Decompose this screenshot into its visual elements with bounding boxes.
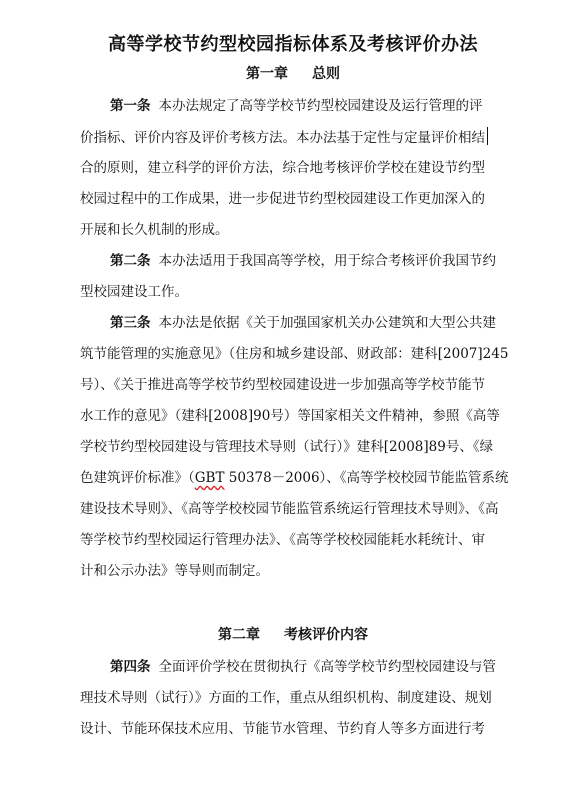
paragraph-line: 校园过程中的工作成果，进一步促进节约型校园建设工作更加深入的 xyxy=(80,191,485,207)
paragraph-line: 等学校节约型校园运行管理办法》、《高等学校校园能耗水耗统计、审 xyxy=(80,532,485,548)
paragraph-line xyxy=(80,468,540,488)
paragraph-line: 开展和长久机制的形成。 xyxy=(80,222,229,238)
article-label: 第四条 xyxy=(110,659,151,675)
paragraph-line: 计和公示办法》等导则而制定。 xyxy=(80,563,269,579)
paragraph-line xyxy=(80,127,540,148)
paragraph-text: 本办法规定了高等学校节约型校园建设及运行管理的评 xyxy=(158,98,483,114)
paragraph-line: 建设技术导则》、《高等学校校园节能监管系统运行管理技术导则》、《高 xyxy=(80,501,499,517)
article-label: 第一条 xyxy=(110,98,151,114)
article-one-line xyxy=(110,96,540,116)
chapter-name: 总则 xyxy=(312,66,340,82)
paragraph-line: 设计、节能环保技术应用、节能节水管理、节约育人等多方面进行考 xyxy=(80,721,485,737)
text-cursor xyxy=(487,127,488,145)
chapter-number: 第一章 xyxy=(246,66,288,82)
article-three-line xyxy=(110,313,540,333)
paragraph-line: 理技术导则（试行）》方面的工作，重点从组织机构、制度建设、规划 xyxy=(80,690,492,706)
paragraph-text: 本办法适用于我国高等学校，用于综合考核评价我国节约 xyxy=(158,253,496,269)
paragraph-line: 号）、《关于推进高等学校节约型校园建设进一步加强高等学校节能节 xyxy=(80,377,485,393)
paragraph-line: 筑节能管理的实施意见》（住房和城乡建设部、财政部：建科[2007]245 xyxy=(80,346,509,362)
spellcheck-flagged-code: GBT xyxy=(194,470,225,486)
chapter-one-heading xyxy=(0,64,586,84)
article-two-line xyxy=(110,251,540,271)
article-four-line xyxy=(110,657,540,677)
paragraph-text: 本办法是依据《关于加强国家机关办公建筑和大型公共建 xyxy=(158,315,496,331)
paragraph-line: 学校节约型校园建设与管理技术导则（试行）》建科[2008]89号、《绿 xyxy=(80,439,494,455)
paragraph-line: 合的原则，建立科学的评价方法，综合地考核评价学校在建设节约型 xyxy=(80,160,485,176)
chapter-two-heading xyxy=(0,625,586,645)
paragraph-line: 型校园建设工作。 xyxy=(80,284,188,300)
chapter-name: 考核评价内容 xyxy=(284,627,368,643)
paragraph-text: 价指标、评价内容及评价考核方法。本办法基于定性与定量评价相结 xyxy=(80,130,485,146)
article-label: 第二条 xyxy=(110,253,151,269)
paragraph-line: 水工作的意见》（建科[2008]90号）等国家相关文件精神，参照《高等 xyxy=(80,408,500,424)
chapter-number: 第二章 xyxy=(218,627,260,643)
paragraph-text: 50378－2006）、《高等学校校园节能监管系统 xyxy=(224,470,509,486)
paragraph-text: 全面评价学校在贯彻执行《高等学校节约型校园建设与管 xyxy=(158,659,496,675)
paragraph-text: 色建筑评价标准》（ xyxy=(80,470,195,486)
article-label: 第三条 xyxy=(110,315,151,331)
document-title: 高等学校节约型校园指标体系及考核评价办法 xyxy=(108,34,478,55)
